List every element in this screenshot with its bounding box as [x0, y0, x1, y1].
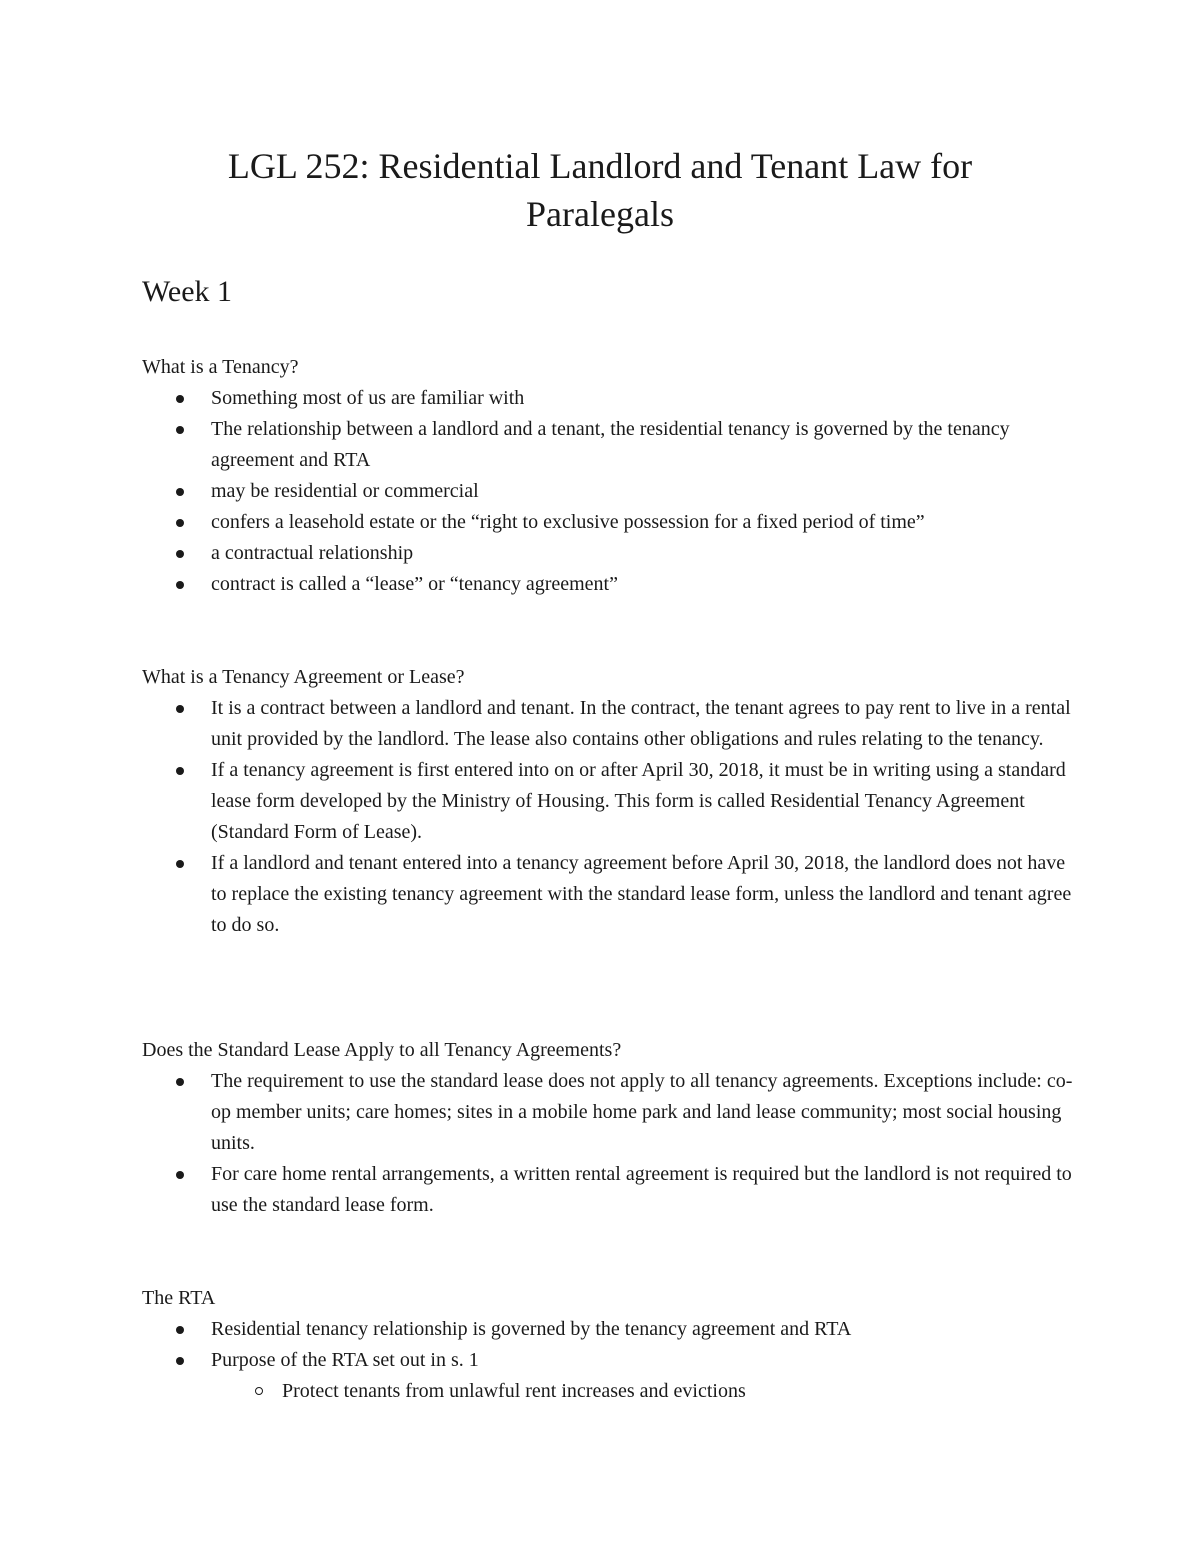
hollow-bullet-icon — [255, 1387, 263, 1395]
list-item — [142, 414, 1082, 476]
bullet-list — [142, 1314, 1082, 1407]
bullet-icon — [176, 1171, 184, 1179]
list-item-text: If a landlord and tenant entered into a tenancy agreement before April 30, 2018, the landlord does not have to replace the existing tenancy agreement with the standard lease form, unless the landlord and tenant agree to do so. — [211, 852, 1072, 936]
bullet-list — [142, 383, 1082, 600]
bullet-icon — [176, 488, 184, 496]
bullet-icon — [176, 1357, 184, 1365]
list-item — [142, 693, 1082, 755]
list-item-text: Purpose of the RTA set out in s. 1 — [211, 1349, 479, 1371]
sub-bullet-list — [211, 1376, 1082, 1407]
sub-list-item — [211, 1376, 1082, 1407]
list-item — [142, 1159, 1082, 1221]
list-item — [142, 1066, 1082, 1159]
section-title: What is a Tenancy Agreement or Lease? — [142, 666, 465, 688]
list-item — [142, 538, 1082, 569]
section-tenancy-agreement — [142, 662, 1082, 941]
list-item-text: confers a leasehold estate or the “right to exclusive possession for a fixed period of time” — [211, 511, 925, 533]
bullet-icon — [176, 426, 184, 434]
section-the-rta — [142, 1283, 1082, 1407]
list-item-text: Something most of us are familiar with — [211, 387, 525, 409]
list-item-text: For care home rental arrangements, a written rental agreement is required but the landlord is not required to use the standard lease form. — [211, 1163, 1072, 1216]
list-item — [142, 476, 1082, 507]
bullet-list — [142, 693, 1082, 941]
bullet-icon — [176, 705, 184, 713]
list-item — [142, 507, 1082, 538]
sub-list-item-text: Protect tenants from unlawful rent increases and evictions — [282, 1380, 746, 1402]
section-what-is-tenancy — [142, 352, 1082, 600]
list-item — [142, 848, 1082, 941]
list-item-text: contract is called a “lease” or “tenancy agreement” — [211, 573, 618, 595]
list-item-text: It is a contract between a landlord and tenant. In the contract, the tenant agrees to pay rent to live in a rental unit provided by the landlord. The lease also contains other obligations and rules relating to the tenancy. — [211, 697, 1071, 750]
list-item-text: may be residential or commercial — [211, 480, 479, 502]
bullet-icon — [176, 1326, 184, 1334]
list-item-text: a contractual relationship — [211, 542, 414, 564]
list-item-text: The requirement to use the standard lease does not apply to all tenancy agreements. Exceptions include: co-op member units; care homes; sites in a mobile home park and land lease community; most social housing units. — [211, 1070, 1073, 1154]
section-title: What is a Tenancy? — [142, 356, 299, 378]
bullet-icon — [176, 767, 184, 775]
bullet-icon — [176, 519, 184, 527]
bullet-list — [142, 1066, 1082, 1221]
bullet-icon — [176, 860, 184, 868]
bullet-icon — [176, 550, 184, 558]
list-item — [142, 755, 1082, 848]
title-line-2: Paralegals — [526, 194, 674, 234]
bullet-icon — [176, 581, 184, 589]
list-item-text: If a tenancy agreement is first entered into on or after April 30, 2018, it must be in writing using a standard lease form developed by the Ministry of Housing. This form is called Residential Tenancy Agreement (Standard Form of Lease). — [211, 759, 1066, 843]
list-item-text: The relationship between a landlord and a tenant, the residential tenancy is governed by the tenancy agreement and RTA — [211, 418, 1010, 471]
title-line-1: LGL 252: Residential Landlord and Tenant Law for — [227, 146, 973, 186]
section-standard-lease — [142, 1035, 1082, 1221]
section-title: Does the Standard Lease Apply to all Tenancy Agreements? — [142, 1039, 622, 1061]
document-title — [0, 142, 1200, 238]
list-item — [142, 569, 1082, 600]
list-item — [142, 1314, 1082, 1345]
list-item — [142, 383, 1082, 414]
list-item — [142, 1345, 1082, 1407]
bullet-icon — [176, 1078, 184, 1086]
list-item-text: Residential tenancy relationship is governed by the tenancy agreement and RTA — [211, 1318, 852, 1340]
bullet-icon — [176, 395, 184, 403]
section-title: The RTA — [142, 1287, 216, 1309]
week-heading: Week 1 — [142, 275, 233, 308]
